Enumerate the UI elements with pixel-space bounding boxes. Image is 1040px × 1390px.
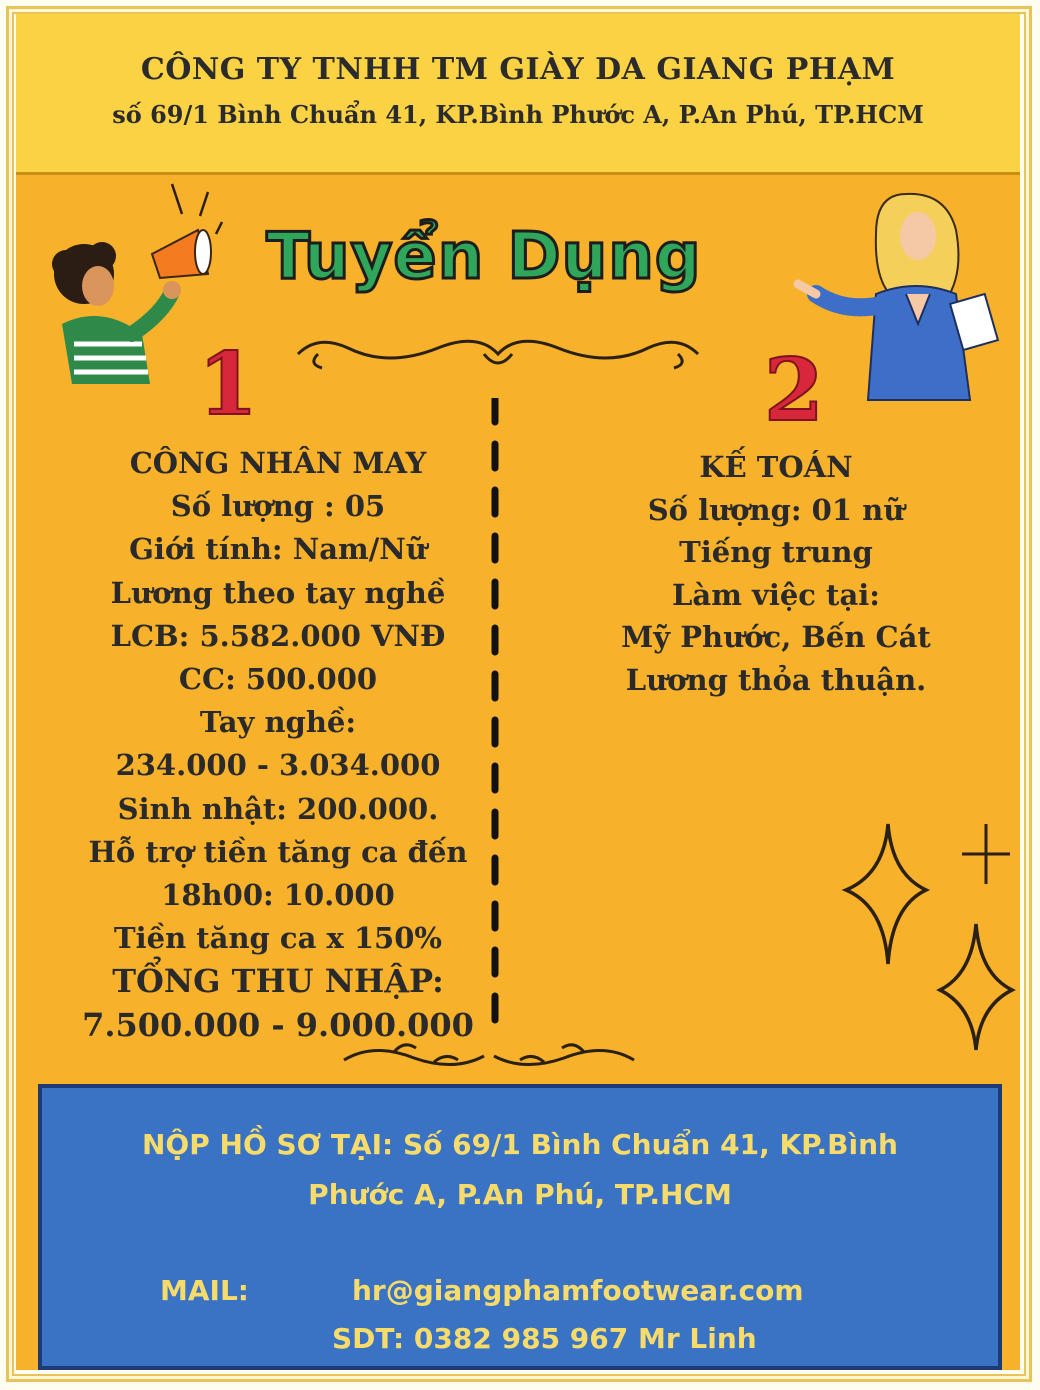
- phone-contact: SDT: 0382 985 967 Mr Linh: [332, 1322, 757, 1355]
- mail-label: MAIL:: [160, 1274, 249, 1307]
- position-1-line: Số lượng : 05: [170, 489, 386, 524]
- position-2-line: Mỹ Phước, Bến Cát: [621, 620, 931, 655]
- position-number-2: 2: [764, 340, 824, 441]
- position-1-line: Hỗ trợ tiền tăng ca đến: [88, 834, 468, 869]
- position-2-line: Làm việc tại:: [672, 577, 880, 612]
- submit-address-line-2: Phước A, P.An Phú, TP.HCM: [308, 1178, 732, 1211]
- sparkle-star-icon: [826, 814, 1016, 1054]
- position-1-line: LCB: 5.582.000 VNĐ: [110, 618, 446, 653]
- application-info-panel: [38, 1084, 1002, 1370]
- company-name: CÔNG TY TNHH TM GIÀY DA GIANG PHẠM: [140, 52, 896, 87]
- position-1-line: Sinh nhật: 200.000.: [117, 791, 439, 826]
- megaphone-person-illustration: [32, 174, 222, 404]
- company-header: [16, 14, 1020, 175]
- total-income-value: 7.500.000 - 9.000.000: [82, 1005, 474, 1044]
- position-1-line: Tiền tăng ca x 150%: [114, 921, 442, 956]
- position-1-title: CÔNG NHÂN MAY: [129, 446, 427, 480]
- position-1-line: Giới tính: Nam/Nữ: [129, 532, 427, 567]
- submit-address-line-1: NỘP HỒ SƠ TẠI: Số 69/1 Bình Chuẩn 41, KP.Bình: [142, 1128, 898, 1161]
- position-number-1: 1: [198, 334, 258, 435]
- company-address: số 69/1 Bình Chuẩn 41, KP.Bình Phước A, P.An Phú, TP.HCM: [112, 100, 924, 129]
- flourish-ornament: [288, 324, 708, 384]
- headline: Tuyển Dụng: [266, 220, 702, 294]
- position-1-details: [38, 442, 518, 1047]
- position-2-line: Lương thỏa thuận.: [625, 662, 927, 697]
- position-1-line: Lương theo tay nghề: [110, 575, 446, 610]
- position-1-line: 234.000 - 3.034.000: [115, 748, 441, 783]
- position-2-details: [586, 446, 966, 702]
- position-1-line: CC: 500.000: [178, 662, 378, 697]
- flourish-ornament: [334, 1030, 644, 1080]
- mail-address: hr@giangphamfootwear.com: [352, 1274, 804, 1307]
- recruitment-poster: [16, 14, 1020, 1370]
- position-1-line: 18h00: 10.000: [161, 878, 395, 913]
- position-1-line: Tay nghề:: [199, 705, 357, 740]
- presenter-woman-illustration: [806, 174, 1006, 404]
- position-2-line: Tiếng trung: [679, 535, 873, 570]
- position-2-line: Số lượng: 01 nữ: [647, 492, 905, 527]
- position-2-title: KẾ TOÁN: [699, 450, 853, 484]
- total-income-label: TỔNG THU NHẬP:: [112, 962, 444, 1001]
